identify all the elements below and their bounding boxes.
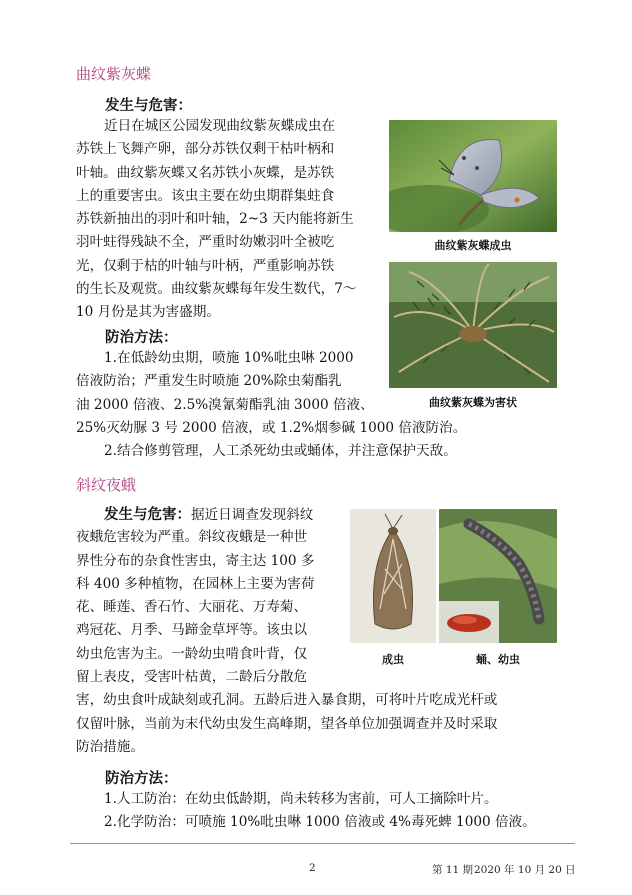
text-line: 苏铁新抽出的羽叶和叶轴，2~3 天内能将新生 [76,211,354,228]
section-title-moth: 斜纹夜蛾 [76,476,137,494]
text-line: 防治措施。 [76,738,144,755]
section-title-butterfly: 曲纹紫灰蝶 [76,65,152,83]
butterfly-adult-photo [389,120,557,232]
text-line: 科 400 多种植物，在园林上主要为害荷 [76,575,315,592]
cycad-damage-photo [389,262,557,388]
text-line: 幼虫危害为主。一龄幼虫啃食叶背，仅 [76,645,308,662]
moth-adult-photo [350,509,436,643]
moth-larva-photo [439,509,557,643]
text-line: 倍液防治；严重发生时喷施 20%除虫菊酯乳 [76,373,342,390]
text-line: 近日在城区公园发现曲纹紫灰蝶成虫在 [104,118,336,134]
photo-caption: 蛹、幼虫 [476,653,520,666]
text-line: 叶轴。曲纹紫灰蝶又名苏铁小灰蝶，是苏铁 [76,164,335,181]
text-line: 2.化学防治：可喷施 10%吡虫啉 1000 倍液或 4%毒死蜱 1000 倍液。 [104,814,536,831]
text-line: 10 月份是其为害盛期。 [76,304,220,321]
occurrence-heading-1: 发生与危害： [105,97,192,114]
photo-caption: 成虫 [382,653,404,666]
control-heading-2: 防治方法： [105,770,178,787]
text-line: 仅留叶脉，当前为末代幼虫发生高峰期，望各单位加强调查并及时采取 [76,715,498,732]
text-line: 25%灭幼脲 3 号 2000 倍液，或 1.2%烟参碱 1000 倍液防治。 [76,419,467,436]
text-line: 苏铁上飞舞产卵，部分苏铁仅剩干枯叶柄和 [76,141,335,158]
text-line: 羽叶蛀得残缺不全，严重时幼嫩羽叶全被吃 [76,234,335,251]
text-line: 1.在低龄幼虫期，喷施 10%吡虫啉 2000 [104,350,354,366]
text-line: 害，幼虫食叶成缺刻或孔洞。五龄后进入暴食期，可将叶片吃成光杆或 [76,692,498,709]
footer-divider [70,843,575,844]
page-number: 2 [309,862,316,874]
issue-date: 2020 年 10 月 20 日 [474,864,576,876]
control-paragraph-2 [76,788,556,835]
occurrence-heading-2: 发生与危害： [104,506,191,523]
text-line: 鸡冠花、月季、马蹄金草坪等。该虫以 [76,622,308,639]
text-line: 1.人工防治：在幼虫低龄期，尚未转移为害前，可人工摘除叶片。 [104,791,498,807]
text-line: 上的重要害虫。该虫主要在幼虫期群集蛀食 [76,187,335,204]
text-line: 的生长及观赏。曲纹紫灰蝶每年发生数代，7～ [76,281,357,298]
occurrence-paragraph-1 [76,115,386,325]
photo-caption: 曲纹紫灰蝶成虫 [434,239,512,252]
issue-number: 第 11 期 [432,864,474,876]
text-line: 界性分布的杂食性害虫，寄主达 100 多 [76,552,315,569]
text-line: 留上表皮，受害叶枯黄，二龄后分散危 [76,669,308,686]
text-line: 据近日调查发现斜纹 [191,507,314,523]
text-line: 光，仅剩于枯的叶轴与叶柄，严重影响苏铁 [76,257,335,274]
text-line: 2.结合修剪管理，人工杀死幼虫或蛹体，并注意保护天敌。 [104,443,457,460]
text-line: 夜蛾危害较为严重。斜纹夜蛾是一种世 [76,529,308,546]
photo-caption: 曲纹紫灰蝶为害状 [429,396,517,409]
text-line: 花、睡莲、香石竹、大丽花、万寿菊、 [76,599,308,616]
text-line: 油 2000 倍液、2.5%溴氰菊酯乳油 3000 倍液、 [76,396,374,413]
control-heading-1: 防治方法： [105,329,178,346]
